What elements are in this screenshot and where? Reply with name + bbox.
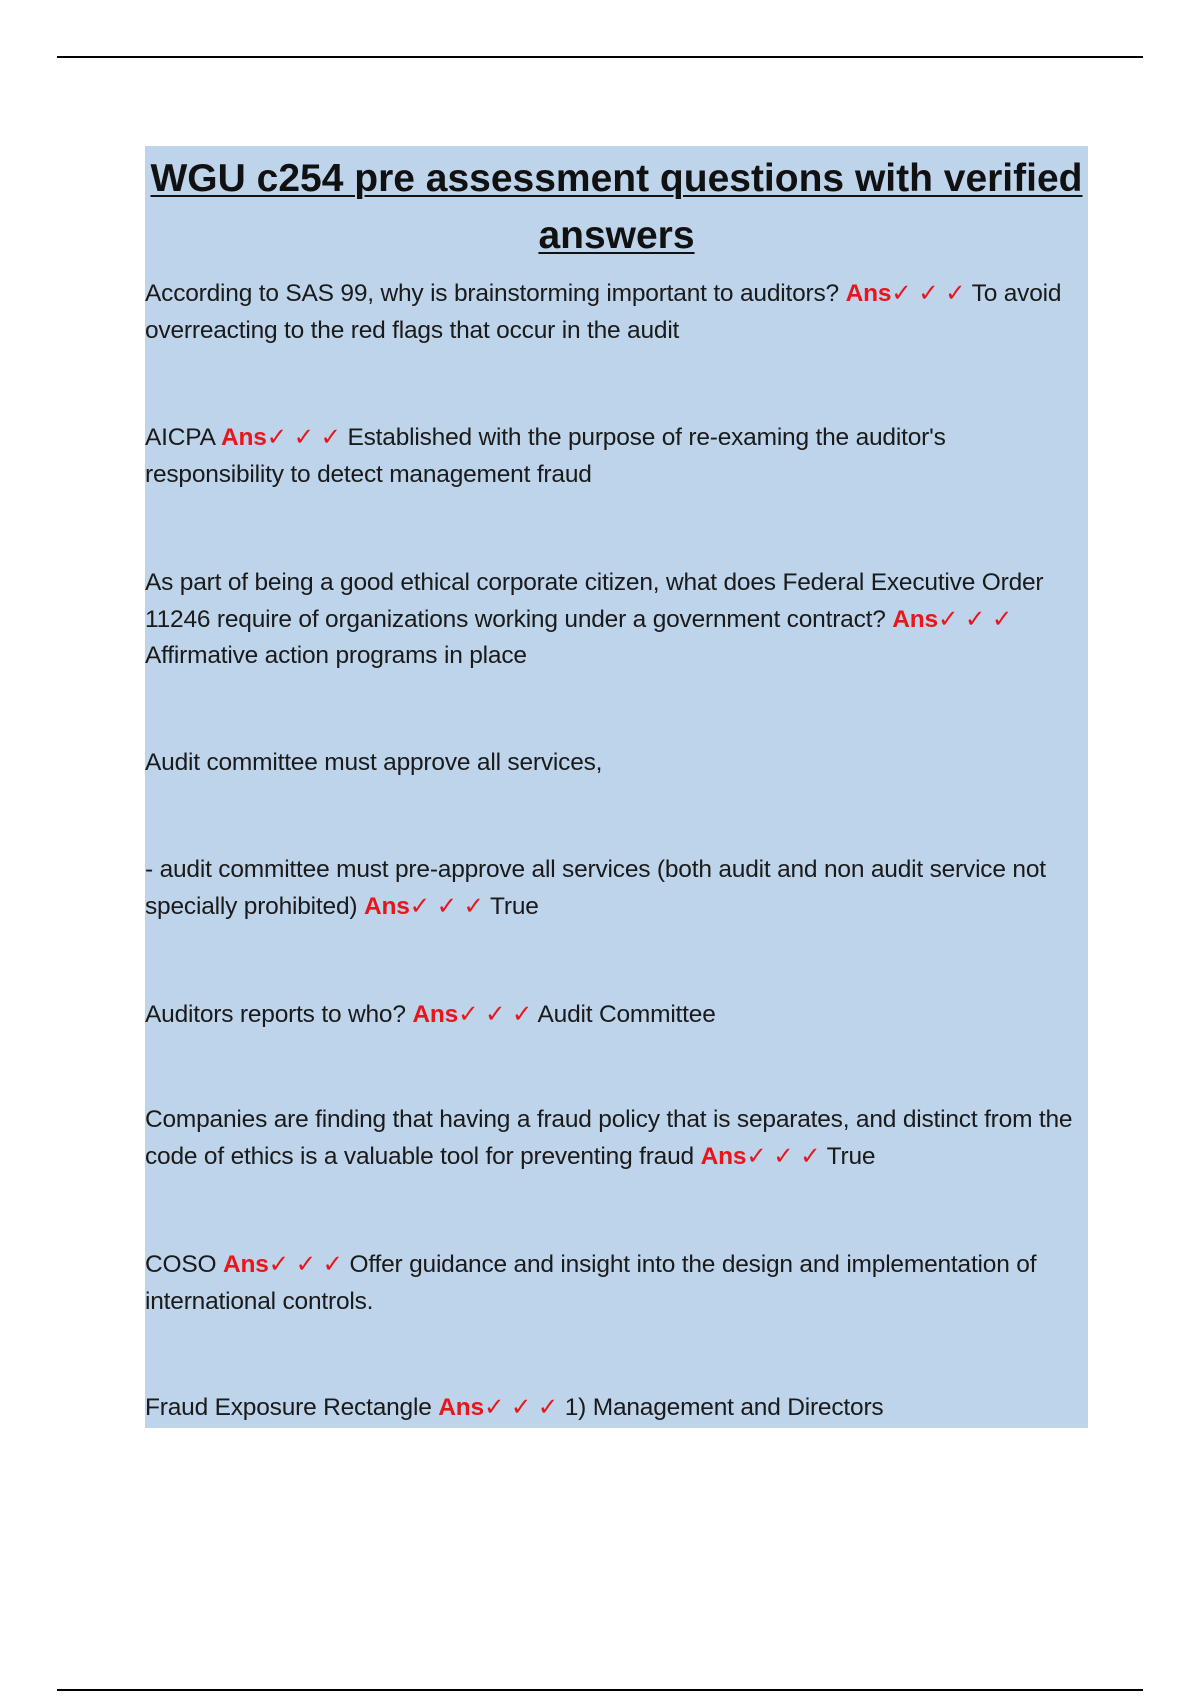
check-icon: ✓ ✓ ✓ xyxy=(266,424,341,451)
answer-marker: Ans xyxy=(700,1142,747,1170)
answer-text: Audit Committee xyxy=(537,1001,716,1028)
qa-item xyxy=(145,1390,1088,1427)
qa-item xyxy=(145,276,1088,349)
question-text: Companies are finding that having a fraud policy that is separates, and distinct from the code of ethics is a valuable tool for preventing fraud xyxy=(145,1106,1073,1170)
header-rule xyxy=(57,56,1143,58)
check-icon: ✓ ✓ ✓ xyxy=(483,1394,559,1421)
check-icon: ✓ ✓ ✓ xyxy=(409,892,484,920)
check-icon: ✓ ✓ ✓ xyxy=(937,605,1013,633)
question-text: Auditors reports to who? xyxy=(145,1001,406,1028)
qa-item xyxy=(145,1102,1088,1175)
check-icon: ✓ ✓ ✓ xyxy=(458,1001,533,1028)
question-text: COSO xyxy=(145,1251,217,1278)
check-icon: ✓ ✓ ✓ xyxy=(268,1251,343,1278)
question-text: According to SAS 99, why is brainstorming important to auditors? xyxy=(145,280,839,307)
answer-text: 1) Management and Directors xyxy=(564,1394,884,1421)
question-text: As part of being a good ethical corporate citizen, what does Federal Executive Order 11246 require of organizations working under a government contract? xyxy=(145,569,1044,633)
question-text: Fraud Exposure Rectangle xyxy=(145,1394,432,1421)
answer-text: Affirmative action programs in place xyxy=(145,642,527,669)
answer-text: To avoid overreacting to the red flags that occur in the audit xyxy=(145,280,1062,344)
question-text: AICPA xyxy=(145,424,215,451)
question-text: - audit committee must pre-approve all services (both audit and non audit service not specially prohibited) xyxy=(145,856,1046,920)
qa-item xyxy=(145,420,1088,493)
answer-text: Established with the purpose of re-examing the auditor's responsibility to detect management fraud xyxy=(145,424,946,488)
answer-marker: Ans xyxy=(845,280,892,307)
qa-item xyxy=(145,997,1088,1034)
answer-text: Offer guidance and insight into the design and implementation of international controls. xyxy=(145,1251,1037,1315)
answer-text: True xyxy=(490,892,539,920)
qa-item xyxy=(145,745,1088,782)
qa-item xyxy=(145,565,1088,675)
qa-item xyxy=(145,1247,1088,1320)
answer-text: True xyxy=(826,1142,876,1170)
document-title: WGU c254 pre assessment questions with verified answers xyxy=(150,157,1083,257)
answer-marker: Ans xyxy=(220,424,267,451)
footer-rule xyxy=(57,1689,1143,1691)
check-icon: ✓ ✓ ✓ xyxy=(746,1142,821,1170)
check-icon: ✓ ✓ ✓ xyxy=(891,280,966,307)
question-text: Audit committee must approve all services, xyxy=(145,749,603,776)
answer-marker: Ans xyxy=(412,1001,459,1028)
answer-marker: Ans xyxy=(222,1251,269,1278)
qa-item xyxy=(145,852,1088,925)
document-content-block xyxy=(145,146,1088,1428)
answer-marker: Ans xyxy=(438,1394,484,1421)
answer-marker: Ans xyxy=(892,605,938,633)
answer-marker: Ans xyxy=(363,892,410,920)
